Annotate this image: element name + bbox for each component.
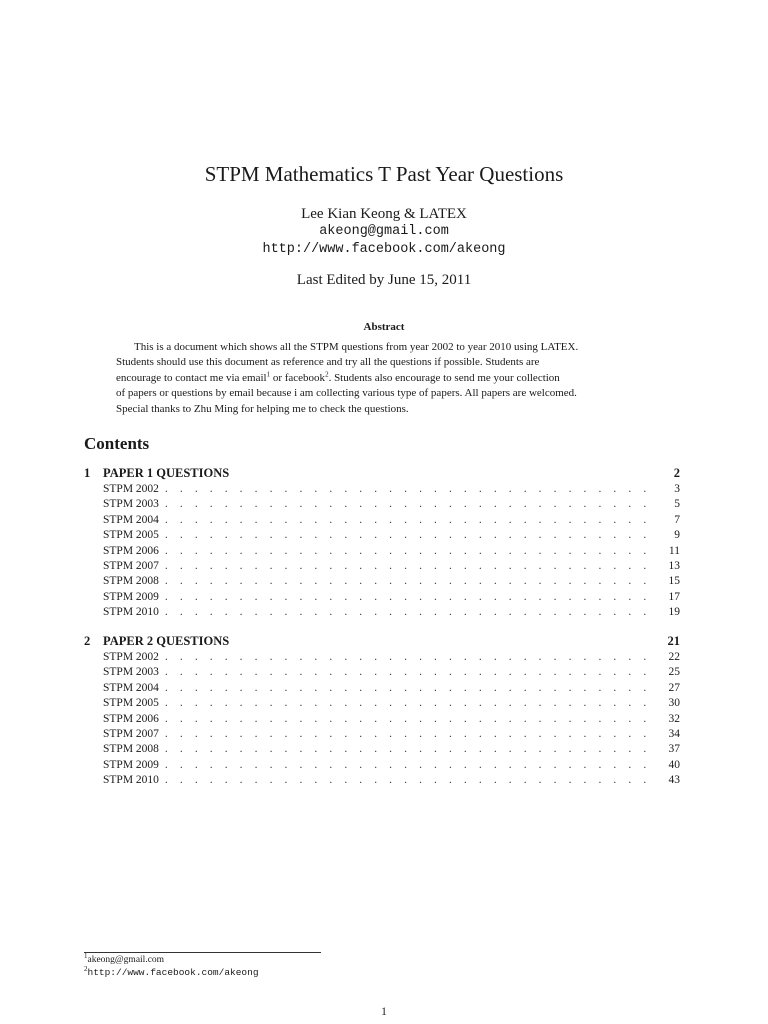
- entry-title: STPM 2010: [103, 774, 159, 787]
- footnote-mark: 1: [84, 951, 88, 960]
- section-number: 2: [84, 634, 91, 648]
- entry-page: 32: [668, 712, 680, 725]
- entry-page: 5: [674, 498, 680, 511]
- footnote-mark: 2: [84, 964, 88, 973]
- toc-entry[interactable]: [84, 758, 680, 773]
- entry-title: STPM 2009: [103, 758, 159, 771]
- abstract-line: Special thanks to Zhu Ming for helping me to check the questions.: [116, 402, 409, 415]
- toc-entry[interactable]: [84, 574, 680, 589]
- dot-leader: [159, 574, 652, 589]
- dot-leader: [159, 758, 652, 773]
- toc-entry[interactable]: [84, 665, 680, 680]
- footnote-marker: 2: [325, 370, 329, 379]
- abstract-body: [116, 340, 647, 417]
- entry-page: 11: [668, 544, 680, 557]
- entry-page: 40: [668, 758, 680, 771]
- entry-page: 17: [668, 590, 680, 603]
- entry-title: STPM 2003: [103, 498, 159, 511]
- author-email: akeong@gmail.com: [319, 224, 449, 239]
- dot-leader: [159, 650, 652, 665]
- toc-entry[interactable]: [84, 650, 680, 665]
- entry-title: STPM 2005: [103, 697, 159, 710]
- entry-page: 9: [674, 529, 680, 542]
- toc-entry[interactable]: [84, 590, 680, 605]
- entry-page: 34: [668, 727, 680, 740]
- toc-entry[interactable]: [84, 696, 680, 711]
- entry-title: STPM 2003: [103, 666, 159, 679]
- entry-page: 19: [668, 606, 680, 619]
- toc-entry[interactable]: [84, 712, 680, 727]
- entry-title: STPM 2006: [103, 544, 159, 557]
- section-page: 21: [667, 634, 680, 648]
- abstract-line: Students should use this document as reference and try all the questions if possible. Students are: [116, 356, 540, 369]
- document-title: STPM Mathematics T Past Year Questions: [204, 162, 564, 186]
- toc-entry[interactable]: [84, 727, 680, 742]
- dot-leader: [159, 513, 652, 528]
- toc-entry[interactable]: [84, 528, 680, 543]
- toc-entry[interactable]: [84, 605, 680, 620]
- entry-page: 13: [668, 559, 680, 572]
- entry-page: 7: [674, 513, 680, 526]
- entry-title: STPM 2002: [103, 651, 159, 663]
- entry-title: STPM 2006: [103, 712, 159, 725]
- entry-page: 30: [668, 697, 680, 710]
- entry-page: 43: [668, 774, 680, 787]
- section-title: PAPER 1 QUESTIONS: [103, 466, 230, 480]
- last-edited-date: Last Edited by June 15, 2011: [296, 272, 472, 288]
- abstract-heading: Abstract: [363, 321, 405, 333]
- toc-entry[interactable]: [84, 513, 680, 528]
- dot-leader: [159, 665, 652, 680]
- entry-page: 22: [668, 651, 680, 663]
- footnote: [84, 964, 259, 978]
- footnote: [84, 951, 165, 965]
- footnote-rule: [84, 952, 321, 953]
- dot-leader: [159, 559, 652, 574]
- entry-page: 15: [668, 575, 680, 588]
- entry-title: STPM 2004: [103, 681, 159, 694]
- toc-section: [84, 465, 680, 621]
- toc-entry[interactable]: [84, 742, 680, 757]
- dot-leader: [159, 696, 652, 711]
- author-facebook: http://www.facebook.com/akeong: [262, 242, 506, 257]
- abstract-line: This is a document which shows all the STPM questions from year 2002 to year 2010 using LATEX.: [134, 341, 579, 353]
- toc-section-heading[interactable]: [84, 633, 680, 650]
- abstract-line: of papers or questions by email because i am collecting various type of papers. All papers are welcomed.: [116, 387, 577, 400]
- toc-entry[interactable]: [84, 681, 680, 696]
- toc-section-heading[interactable]: [84, 465, 680, 482]
- entry-page: 27: [668, 681, 680, 694]
- dot-leader: [159, 590, 652, 605]
- toc-section: [84, 633, 680, 789]
- page-number: 1: [381, 1006, 387, 1018]
- toc-entry[interactable]: [84, 544, 680, 559]
- toc-entry[interactable]: [84, 559, 680, 574]
- footnote-text: akeong@gmail.com: [87, 955, 165, 965]
- dot-leader: [159, 681, 652, 696]
- dot-leader: [159, 773, 652, 788]
- entry-title: STPM 2005: [103, 529, 159, 542]
- entry-page: 3: [674, 483, 680, 495]
- toc-entry[interactable]: [84, 773, 680, 788]
- section-title: PAPER 2 QUESTIONS: [103, 634, 230, 648]
- contents-heading: Contents: [84, 434, 150, 453]
- entry-title: STPM 2002: [103, 483, 159, 495]
- entry-title: STPM 2010: [103, 606, 159, 619]
- entry-title: STPM 2007: [103, 727, 159, 740]
- toc-entry[interactable]: [84, 482, 680, 497]
- section-number: 1: [84, 466, 91, 480]
- entry-title: STPM 2004: [103, 513, 159, 526]
- dot-leader: [159, 605, 652, 620]
- footnote-marker: 1: [266, 370, 271, 379]
- dot-leader: [159, 544, 652, 559]
- dot-leader: [159, 727, 652, 742]
- entry-title: STPM 2008: [103, 575, 159, 588]
- abstract-text: encourage to contact me via email: [116, 371, 267, 384]
- dot-leader: [159, 712, 652, 727]
- toc-entry[interactable]: [84, 497, 680, 512]
- dot-leader: [159, 742, 652, 757]
- entry-title: STPM 2007: [103, 559, 159, 572]
- entry-title: STPM 2008: [103, 743, 159, 756]
- entry-page: 37: [668, 743, 680, 756]
- section-page: 2: [673, 466, 680, 480]
- dot-leader: [159, 482, 652, 497]
- entry-page: 25: [668, 666, 680, 679]
- dot-leader: [159, 497, 652, 512]
- abstract-line: [116, 371, 647, 386]
- entry-title: STPM 2009: [103, 590, 159, 603]
- dot-leader: [159, 528, 652, 543]
- abstract-text: . Students also encourage to send me your collection: [328, 371, 560, 384]
- footnote-text: http://www.facebook.com/akeong: [87, 967, 259, 978]
- abstract-text: or facebook: [270, 371, 326, 384]
- author-line: Lee Kian Keong & LATEX: [301, 206, 467, 222]
